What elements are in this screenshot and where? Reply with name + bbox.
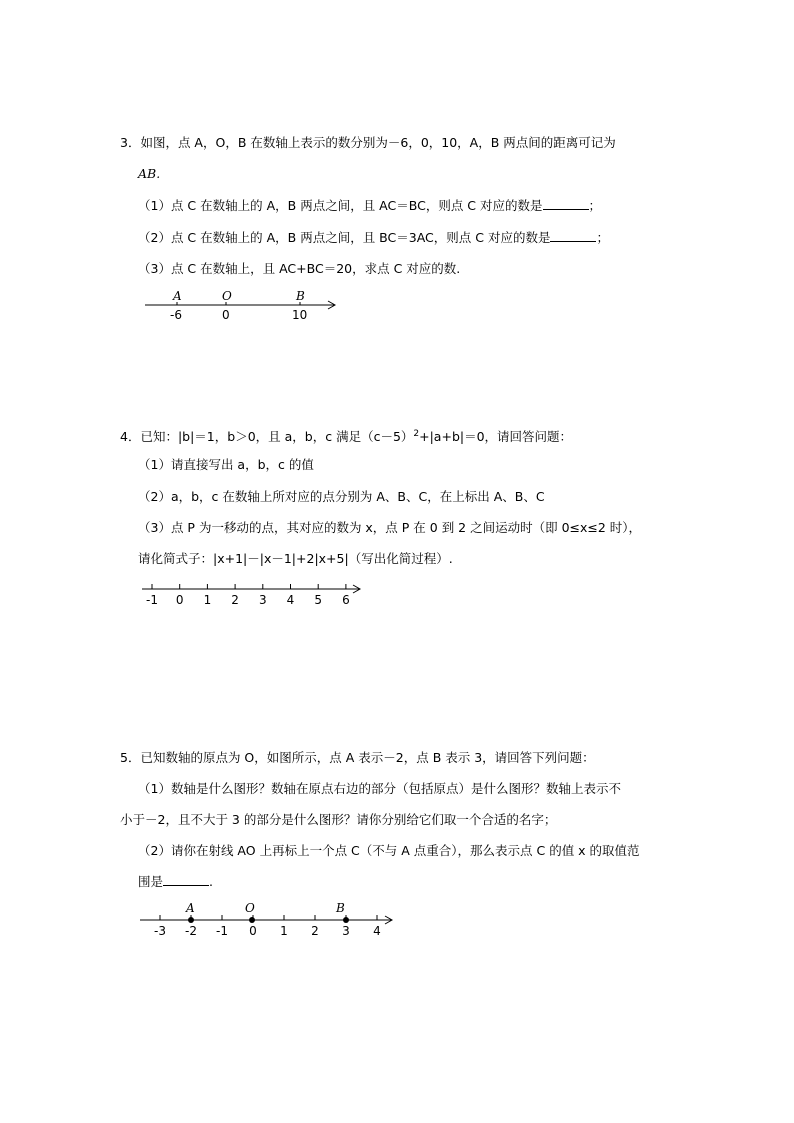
tick-label: 2 — [231, 593, 239, 607]
q5-number-line — [140, 900, 400, 944]
q4-line1-post: +|a+b|＝0，请回答问题： — [419, 429, 573, 445]
q3-part2-end: ； — [596, 230, 609, 245]
tick-label: -3 — [154, 924, 166, 938]
q3-part1-text: （1）点 C 在数轴上的 A，B 两点之间，且 AC＝BC，则点 C 对应的数是 — [138, 198, 543, 213]
tick-label: 5 — [314, 593, 323, 607]
tick-label: -1 — [216, 924, 228, 938]
value-label-b: 10 — [292, 308, 308, 322]
q5-part2b-text: 围是 — [138, 874, 164, 889]
q3-part1 — [138, 198, 601, 214]
q3-line2: AB. — [138, 166, 161, 181]
value-label-o: 0 — [222, 308, 230, 322]
tick-label: 0 — [175, 593, 184, 607]
point-label-o: O — [245, 901, 255, 915]
q5-part2b — [138, 874, 213, 890]
tick-label: 1 — [203, 593, 212, 607]
tick-label: 4 — [373, 924, 381, 938]
q3-part3: （3）点 C 在数轴上，且 AC+BC＝20，求点 C 对应的数. — [138, 261, 461, 276]
q4-part3b: 请化简式子：|x+1|－|x－1|+2|x+5|（写出化简过程）. — [138, 551, 453, 566]
q5-part2a: （2）请你在射线 AO 上再标上一个点 C（不与 A 点重合），那么表示点 C 的值 x 的取值范 — [138, 843, 640, 858]
point-a-dot — [188, 917, 194, 923]
tick-label: 3 — [258, 593, 267, 607]
tick-label: 4 — [286, 593, 295, 607]
q4-number-line — [140, 582, 370, 608]
q4-part3: （3）点 P 为一移动的点，其对应的数为 x，点 P 在 0 到 2 之间运动时（即 0≤x≤2 时）， — [138, 520, 642, 535]
point-label-b: B — [296, 289, 305, 303]
q3-part2-text: （2）点 C 在数轴上的 A，B 两点之间，且 BC＝3AC，则点 C 对应的数是 — [138, 230, 551, 245]
q3-part2 — [138, 230, 609, 246]
tick-label: 2 — [311, 924, 319, 938]
point-b-dot — [343, 917, 349, 923]
point-o-dot — [249, 917, 255, 923]
q4-line1-pre: 4．已知：|b|＝1，b＞0，且 a，b，c 满足（c－5） — [120, 429, 414, 445]
q5-line1: 5．已知数轴的原点为 O，如图所示，点 A 表示－2，点 B 表示 3，请回答下列问题： — [120, 750, 595, 765]
tick-label: 3 — [342, 924, 350, 938]
point-label-o: O — [222, 289, 232, 303]
value-label-a: -6 — [170, 308, 182, 322]
tick-label: 1 — [280, 924, 288, 938]
answer-blank — [550, 230, 596, 242]
q3-number-line — [140, 288, 340, 324]
answer-blank — [163, 874, 209, 886]
tick-label: 6 — [342, 593, 350, 607]
point-label-b: B — [336, 901, 345, 915]
q4-ticks — [146, 584, 350, 607]
q4-part2: （2）a，b，c 在数轴上所对应的点分别为 A、B、C，在上标出 A、B、C — [138, 489, 545, 504]
point-label-a: A — [173, 289, 182, 303]
q4-line1-sup: 2 — [413, 429, 420, 439]
answer-blank — [543, 198, 589, 210]
q4-part1: （1）请直接写出 a，b，c 的值 — [138, 457, 314, 472]
tick-label: -2 — [185, 924, 197, 938]
q3-part1-end: ； — [588, 198, 602, 213]
q5-part1a: （1）数轴是什么图形？数轴在原点右边的部分（包括原点）是什么图形？数轴上表示不 — [138, 781, 621, 796]
q5-part1b: 小于－2，且不大于 3 的部分是什么图形？请你分别给它们取一个合适的名字； — [120, 812, 557, 827]
q4-line1 — [120, 426, 572, 445]
tick-label: -1 — [146, 593, 158, 607]
q3-line1: 3．如图，点 A，O，B 在数轴上表示的数分别为－6，0，10，A，B 两点间的距离可记为 — [120, 135, 616, 150]
point-label-a: A — [186, 901, 195, 915]
q5-part2b-end: . — [209, 874, 213, 889]
tick-label: 0 — [249, 924, 257, 938]
